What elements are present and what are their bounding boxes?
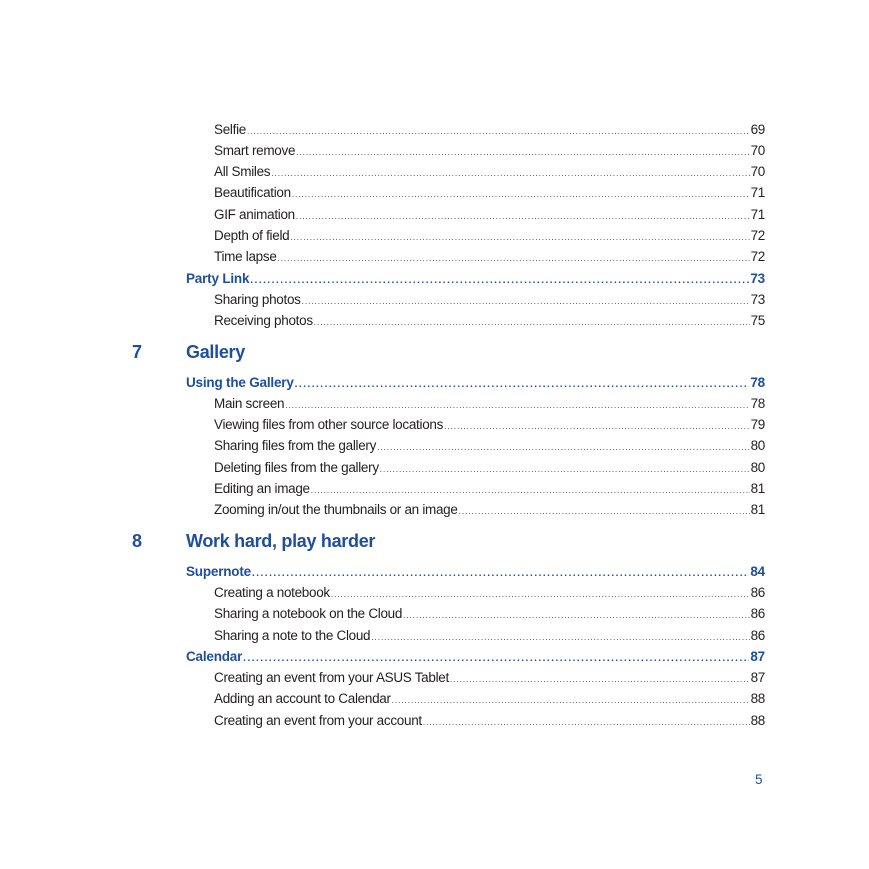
dot-leader [377, 439, 750, 457]
dot-leader [311, 482, 750, 500]
dot-leader [450, 671, 750, 689]
toc-entry[interactable] [214, 416, 765, 434]
dot-leader [444, 418, 750, 436]
toc-entry-title: All Smiles [214, 164, 271, 179]
toc-section-supernote[interactable] [186, 563, 765, 581]
dot-leader [290, 229, 749, 247]
toc-entry-page: 86 [750, 606, 765, 621]
toc-entry-title: Beautification [214, 185, 291, 200]
toc-section-page: 73 [750, 271, 765, 286]
toc-entry[interactable] [214, 605, 765, 623]
toc-entry-page: 71 [750, 185, 765, 200]
toc-entry[interactable] [214, 690, 765, 708]
dot-leader [423, 714, 750, 732]
dot-leader [296, 144, 749, 162]
toc-entry[interactable] [214, 227, 765, 245]
toc-entry-title: Smart remove [214, 143, 296, 158]
toc-entry-page: 88 [750, 713, 765, 728]
dot-leader [296, 208, 750, 226]
toc-entry-page: 81 [750, 502, 765, 517]
toc-entry[interactable] [214, 395, 765, 413]
toc-entry[interactable] [214, 627, 765, 645]
chapter-heading-work-hard [0, 528, 869, 554]
chapter-heading-gallery [0, 339, 869, 365]
toc-entry-title: Receiving photos [214, 313, 313, 328]
toc-entry-title: Deleting files from the gallery [214, 460, 379, 475]
dot-leader [247, 123, 750, 141]
chapter-title: Work hard, play harder [186, 531, 376, 551]
toc-entry[interactable] [214, 291, 765, 309]
toc-entry[interactable] [214, 312, 765, 330]
toc-entry-page: 87 [750, 670, 765, 685]
dot-leader [295, 376, 750, 394]
toc-entry-page: 71 [750, 207, 765, 222]
toc-section-title: Using the Gallery [186, 375, 294, 390]
dot-leader [250, 272, 749, 290]
toc-entry[interactable] [214, 459, 765, 477]
dot-leader [302, 293, 750, 311]
toc-section-title: Supernote [186, 564, 251, 579]
toc-entry-title: Creating an event from your ASUS Tablet [214, 670, 449, 685]
toc-entry-page: 86 [750, 585, 765, 600]
toc-entry-title: GIF animation [214, 207, 295, 222]
dot-leader [392, 692, 750, 710]
dot-leader [459, 503, 750, 521]
dot-leader [243, 650, 749, 668]
toc-entry-page: 79 [750, 417, 765, 432]
toc-section-using-gallery[interactable] [186, 374, 765, 392]
toc-section-page: 84 [750, 564, 765, 579]
toc-entry[interactable] [214, 163, 765, 181]
toc-entry-page: 73 [750, 292, 765, 307]
dot-leader [371, 629, 749, 647]
toc-entry-title: Sharing photos [214, 292, 301, 307]
dot-leader [403, 607, 749, 625]
toc-entry-page: 88 [750, 691, 765, 706]
toc-entry-title: Selfie [214, 122, 246, 137]
dot-leader [252, 565, 749, 583]
toc-entry-title: Sharing a notebook on the Cloud [214, 606, 403, 621]
toc-entry-page: 70 [750, 143, 765, 158]
toc-entry-title: Creating an event from your account [214, 713, 422, 728]
toc-entry-title: Main screen [214, 396, 285, 411]
toc-section-page: 78 [750, 375, 765, 390]
page-number: 5 [755, 772, 763, 787]
toc-entry-title: Zooming in/out the thumbnails or an image [214, 502, 458, 517]
dot-leader [285, 397, 749, 415]
toc-entry[interactable] [214, 121, 765, 139]
toc-section-title: Party Link [186, 271, 250, 286]
toc-entry-title: Creating a notebook [214, 585, 330, 600]
toc-entry[interactable] [214, 712, 765, 730]
toc-entry-page: 72 [750, 249, 765, 264]
dot-leader [380, 461, 750, 479]
toc-entry[interactable] [214, 248, 765, 266]
toc-entry[interactable] [214, 184, 765, 202]
toc-entry[interactable] [214, 437, 765, 455]
toc-section-page: 87 [750, 649, 765, 664]
dot-leader [271, 165, 749, 183]
toc-entry-title: Depth of field [214, 228, 290, 243]
dot-leader [292, 186, 750, 204]
toc-entry-page: 69 [750, 122, 765, 137]
toc-entry-page: 72 [750, 228, 765, 243]
toc-section-title: Calendar [186, 649, 243, 664]
toc-entry-title: Editing an image [214, 481, 310, 496]
toc-entry-title: Viewing files from other source locations [214, 417, 444, 432]
toc-entry-page: 70 [750, 164, 765, 179]
toc-entry[interactable] [214, 501, 765, 519]
chapter-title: Gallery [186, 342, 245, 362]
toc-entry-page: 78 [750, 396, 765, 411]
toc-entry-page: 80 [750, 460, 765, 475]
toc-entry-page: 75 [750, 313, 765, 328]
dot-leader [331, 586, 750, 604]
toc-entry-title: Sharing a note to the Cloud [214, 628, 371, 643]
toc-entry-page: 86 [750, 628, 765, 643]
toc-entry-title: Adding an account to Calendar [214, 691, 391, 706]
dot-leader [278, 250, 750, 268]
chapter-number: 8 [132, 531, 143, 551]
dot-leader [314, 314, 750, 332]
toc-entry-title: Sharing files from the gallery [214, 438, 377, 453]
toc-entry-page: 80 [750, 438, 765, 453]
toc-entry[interactable] [214, 206, 765, 224]
toc-section-calendar[interactable] [186, 648, 765, 666]
toc-entry[interactable] [214, 669, 765, 687]
toc-entry[interactable] [214, 584, 765, 602]
chapter-number: 7 [132, 342, 143, 362]
toc-entry[interactable] [214, 480, 765, 498]
toc-entry-page: 81 [750, 481, 765, 496]
toc-entry-title: Time lapse [214, 249, 277, 264]
toc-entry[interactable] [214, 142, 765, 160]
toc-section-party-link[interactable] [186, 270, 765, 288]
